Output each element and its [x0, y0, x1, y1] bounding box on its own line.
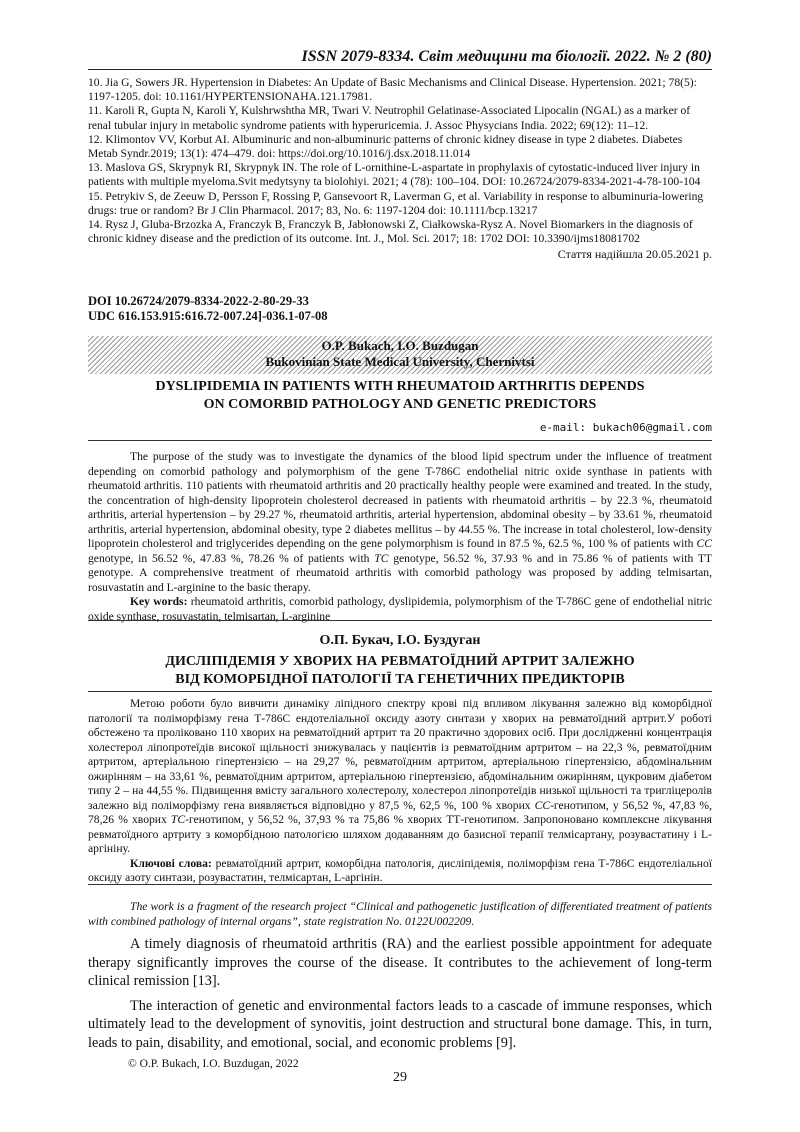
abstract-en-top-rule	[88, 440, 712, 441]
funding-note: The work is a fragment of the research project “Clinical and pathogenetic justification of differentiated treatment of patients with combined pathology of internal organs”, state registration No. 0122U002209.	[88, 900, 712, 928]
reference-item: 14. Rysz J, Gluba-Brzozka A, Franczyk B, Franczyk B, Jabłonowski Z, Ciałkowska-Rysz A. Novel Biomarkers in the diagnosis of chronic kidney disease and the prediction of its outcome. Int. J., Mol. Sci. 2017; 18: 1702 DOI: 10.3390/ijms18081702	[88, 218, 693, 246]
abstract-ua-text: Метою роботи було вивчити динаміку ліпідного спектру крові під впливом лікування залежно від коморбідної патології та поліморфізму гена Т-786С ендотеліальної оксиду азоту синтази у хворих на ревматоїдний артрит.У роботі обстежено та проліковано 110 хворих на ревматоїдний артрит та 20 практично здорових осіб. При дослідженні концентрація холестерол ліпопротеїдів високої щільності знижувалась у пацієнтів із ревматоїдним артритом – на 22,3 %, ревматоїдним артритом, артеріальною гіпертензією – на 29,27 %, ревматоїдним артритом, артеріальною гіпертензією, абдомінальним ожирінням – на 33,61 %, ревматоїдним артритом, артеріальною гіпертензією, абдомінальним ожирінням, цукровим діабетом типу 2 – на 44,55 %. Підвищення вмісту загального холестеролу, холестерол ліпопротеїдів низької щільності та тригліцеролів залежно від поліморфізму гена виявляється відповідно у 87,5 %, 62,5 %, 100 % хворих СС-генотипом, у 56,52 %, 47,83 %, 78,26 % хворих ТС-генотипом, у 56,52 %, 37,93 % та 75,86 % хворих ТТ-генотипом. Запропоновано комплексне лікування ревматоїдного артриту з коморбідною патологією шляхом додаванням до базисної терапії телмісартану, розувастатину і L-аргініну.	[88, 697, 712, 855]
page-number: 29	[393, 1070, 407, 1085]
abstract-en-text: The purpose of the study was to investigate the dynamics of the blood lipid spectrum under the influence of treatment depending on comorbid pathology and polymorphism of the gene T-786C endothelial nitric oxide synthase in patients with rheumatoid arthritis. 110 patients with rheumatoid arthritis and 20 practically healthy people were examined and treated. In the study, the concentration of high-density lipoprotein cholesterol decreased in patients with rheumatoid arthritis – by 22.3 %, rheumatoid arthritis, arterial hypertension – by 29.27 %, rheumatoid arthritis, arterial hypertension, abdominal obesity – by 33.61 %, rheumatoid arthritis, arterial hypertension, abdominal obesity, type 2 diabetes mellitus – by 44.55 %. The increase in total cholesterol, low-density lipoprotein cholesterol and triglycerides depending on the gene polymorphism is found in 87.5 %, 62.5 %, 100 % of patients with CC genotype, in 56.52 %, 47.83 %, 78.26 % of patients with TC genotype, 56.52 %, 37.93 % and in 75.86 % of patients with TT genotype. A comprehensive treatment of rheumatoid arthritis with comorbid pathology was proposed by adding telmisartan, rosuvastatin and L-arginine to the basic therapy.	[88, 450, 713, 594]
title-ua-line: ДИСЛІПІДЕМІЯ У ХВОРИХ НА РЕВМАТОЇДНИЙ АРТРИТ ЗАЛЕЖНО	[165, 654, 635, 669]
genotype-cc: CC	[696, 537, 712, 550]
article-body	[88, 935, 712, 1058]
genotype-tc: TC	[374, 551, 389, 565]
body-paragraph: The interaction of genetic and environmental factors leads to a cascade of immune responses, which ultimately lead to the development of synovitis, joint destruction and structural bone damage. This, in turn, leads to pain, disability, and emotional, social, and economic problems [9].	[88, 997, 712, 1051]
genotype-cc-ua: СС	[534, 798, 551, 812]
abstract-ua	[88, 697, 712, 886]
copyright-notice: © O.P. Bukach, I.O. Buzdugan, 2022	[128, 1058, 299, 1070]
abstract-ua-bottom-rule	[88, 884, 712, 885]
journal-header: ISSN 2079-8334. Світ медицини та біології. 2022. № 2 (80)	[301, 48, 712, 65]
reference-item: 11. Karoli R, Gupta N, Karoli Y, Kulshrwshtha MR, Twari V. Neutrophil Gelatinase-Associated Lipocalin (NGAL) as a marker of renal tubular injury in metabolic syndrome patients with hyperuricemia. J. Assoc Physycians India. 2022; 69(12): 11–12.	[88, 104, 691, 132]
udc-line: UDC 616.153.915:616.72-007.24]-036.1-07-08	[88, 309, 328, 323]
author-names-en: O.P. Bukach, I.O. Buzdugan	[321, 338, 479, 353]
authors-band	[88, 336, 712, 374]
doi-line: DOI 10.26724/2079-8334-2022-2-80-29-33	[88, 294, 309, 308]
reference-item: 10. Jia G, Sowers JR. Hypertension in Diabetes: An Update of Basic Mechanisms and Clinical Disease. Hypertension. 2021; 78(5): 1197-1205. doi: 10.1161/HYPERTENSIONAHA.121.17981.	[88, 76, 697, 104]
author-affiliation: Bukovinian State Medical University, Chernivtsi	[265, 354, 535, 369]
abstract-ua-top-rule	[88, 691, 712, 692]
reference-item: 13. Maslova GS, Skrypnyk RI, Skrypnyk IN. The role of L-ornithine-L-aspartate in prophylaxis of cytostatic-induced liver injury in patients with multiple myeloma.Svit medytsyny ta biolohiyi. 2021; 4 (78): 100–104. DOI: 10.26724/2079-8334-2021-4-78-100-104	[88, 161, 701, 189]
body-paragraph: A timely diagnosis of rheumatoid arthritis (RA) and the earliest possible appointment for adequate therapy significantly improves the course of the disease. It contributes to the achievement of long-term clinical remission [13].	[88, 936, 712, 989]
keywords-label-ua: Ключові слова:	[130, 856, 212, 870]
article-title-ua	[88, 653, 712, 689]
title-ua-line: ВІД КОМОРБІДНОЇ ПАТОЛОГІЇ ТА ГЕНЕТИЧНИХ ПРЕДИКТОРІВ	[175, 672, 625, 687]
author-email: e-mail: bukach06@gmail.com	[539, 421, 712, 434]
title-en-line: ON COMORBID PATHOLOGY AND GENETIC PREDICTORS	[203, 397, 597, 412]
abstract-en	[88, 450, 712, 624]
doi-block	[88, 294, 328, 324]
reference-item: 12. Klimontov VV, Korbut AI. Albuminuric and non-albuminuric patterns of chronic kidney disease in type 2 diabetes. Diabetes Metab Syndr.2019; 13(1): 474–479. doi: https://doi.org/10.1016/j.dsx.2018.11.014	[88, 132, 683, 161]
received-date: Стаття надійшла 20.05.2021 р.	[557, 247, 712, 261]
keywords-ua: Ключові слова: ревматоїдний артрит, коморбідна патологія, дисліпідемія, поліморфізм гена Т-786С ендотеліальної оксиду азоту синтази, розувастатин, телмісартан, L-аргінін.	[88, 856, 712, 884]
keywords-label: Key words:	[130, 595, 188, 608]
abstract-en-bottom-rule	[88, 620, 712, 621]
title-en-line: DYSLIPIDEMIA IN PATIENTS WITH RHEUMATOID ARTHRITIS DEPENDS	[155, 379, 645, 394]
genotype-tc-ua: ТС	[170, 813, 186, 826]
reference-item: 15. Petrykiv S, de Zeeuw D, Persson F, Rossing P, Gansevoort R, Laverman G, et al. Variability in response to albuminuria-lowering drugs: true or random? Br J Clin Pharmacol. 2017; 83, No. 6: 1197-1204 doi: 10.1111/bcp.13217	[88, 189, 704, 217]
author-names-ua: О.П. Букач, І.О. Буздуган	[319, 633, 481, 648]
article-title-en	[88, 378, 712, 414]
header-divider	[88, 69, 712, 70]
keywords-en: Key words: rheumatoid arthritis, comorbid pathology, dyslipidemia, polymorphism of the T-786C gene of endothelial nitric oxide synthase, rosuvastatin, telmisartan, L-arginine	[88, 595, 712, 623]
reference-list	[88, 76, 712, 246]
